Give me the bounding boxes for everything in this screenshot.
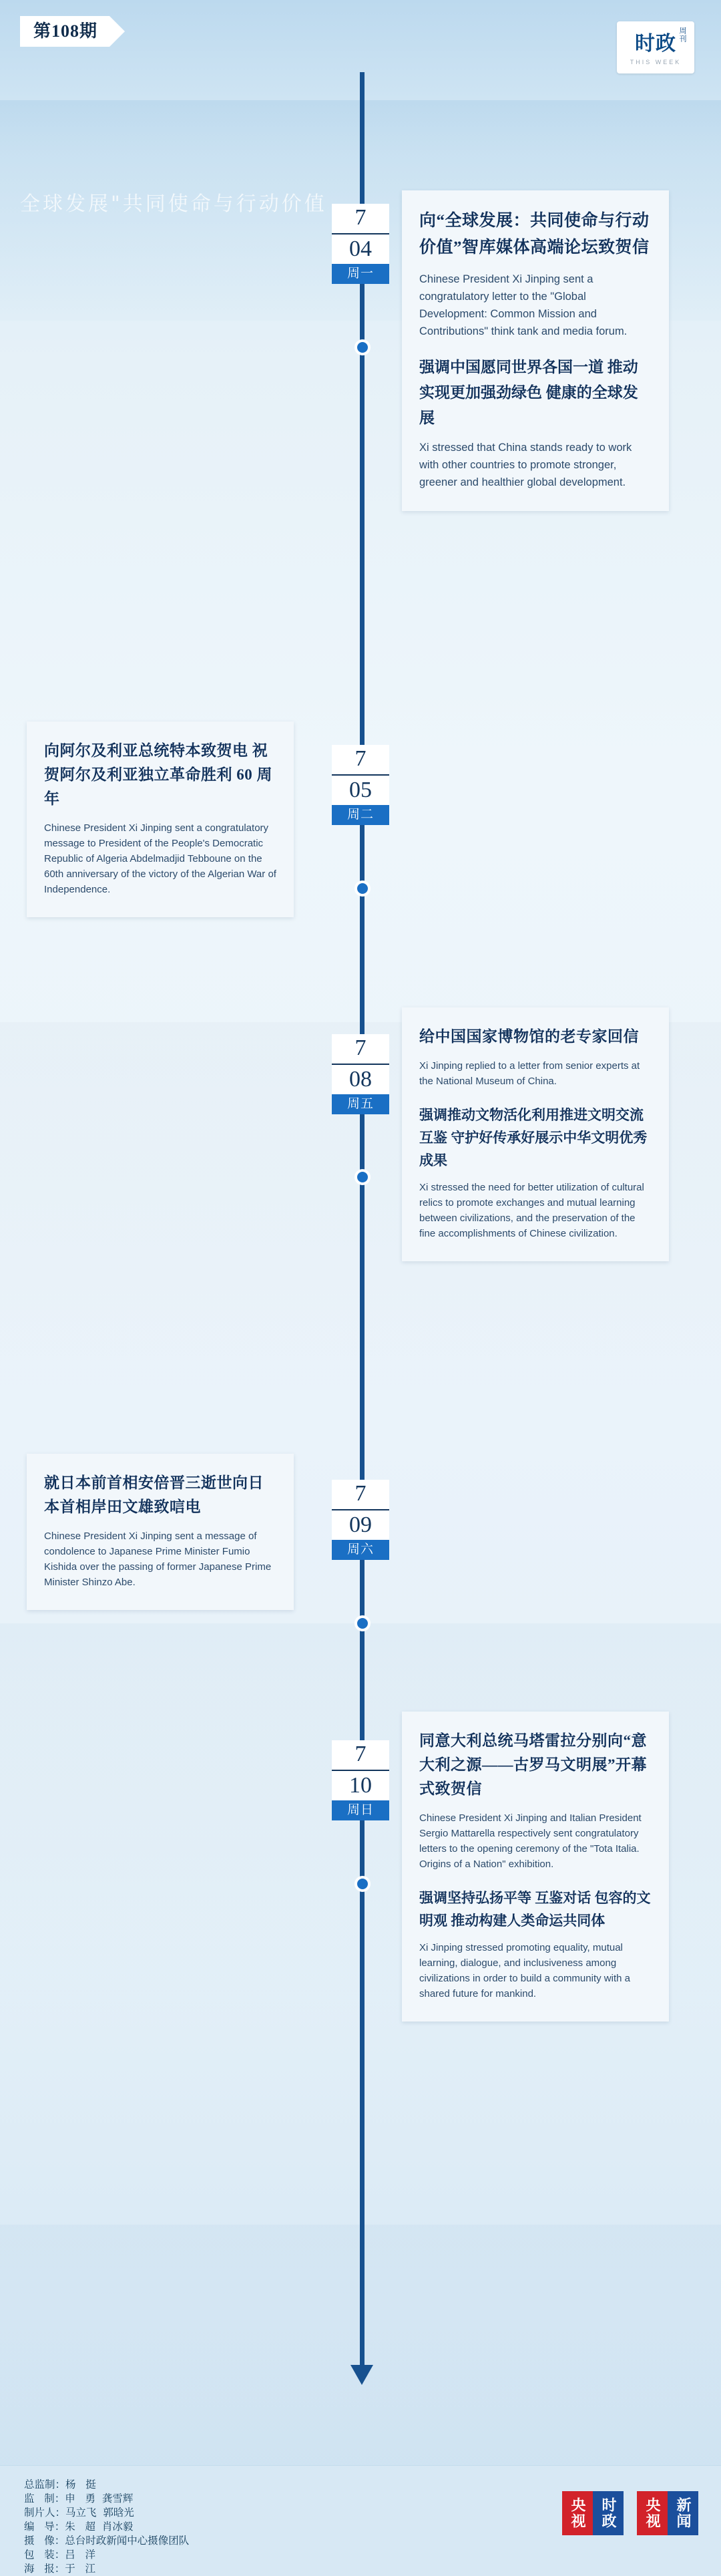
event-subtitle-en: Xi stressed that China stands ready to work with other countries to promote stronger, greener and healthier global development. (419, 442, 632, 488)
date-month: 7 (332, 1034, 389, 1065)
event-title-zh: 向“全球发展：共同使命与行动价值”智库媒体高端论坛致贺信 (419, 212, 650, 257)
date-weekday: 周六 (332, 1540, 389, 1560)
logo-side-text: 周刊 (678, 27, 686, 43)
date-day: 04 (332, 234, 389, 264)
event-card (27, 721, 294, 917)
brand-stamps (562, 2491, 698, 2535)
timeline-arrow-icon (350, 2365, 373, 2385)
credit-line: 总监制：杨 挺 (24, 2478, 96, 2490)
event-title-en: Chinese President Xi Jinping sent a message of condolence to Japanese Prime Minister Fumio Kishida over the passing of former Japanese Prime Minister Shinzo Abe. (44, 1531, 272, 1588)
stamp-part-1: 央视 (637, 2491, 668, 2535)
date-month: 7 (332, 745, 389, 776)
date-marker (332, 1740, 389, 1820)
timeline-dot (354, 1615, 371, 1631)
timeline-dot (354, 1876, 371, 1892)
timeline-dot (354, 339, 371, 355)
event-title-zh: 就日本前首相安倍晋三逝世向日本首相岸田文雄致唁电 (44, 1474, 264, 1515)
credit-line: 海 报：于 江 (24, 2563, 96, 2575)
date-weekday: 周二 (332, 805, 389, 825)
credit-line: 监 制：申 勇 龚雪辉 (24, 2492, 134, 2505)
event-subtitle-zh: 强调推动文物活化利用推进文明交流互鉴 守护好传承好展示中华文明优秀成果 (419, 1107, 648, 1168)
stamp-cctv-xinwen (637, 2491, 698, 2535)
event-title-zh: 给中国国家博物馆的老专家回信 (419, 1028, 639, 1045)
credit-line: 编 导：朱 超 肖冰毅 (24, 2521, 134, 2533)
date-day: 09 (332, 1510, 389, 1540)
event-card (27, 1454, 294, 1610)
event-subtitle-zh: 强调坚持弘扬平等 互鉴对话 包容的文明观 推动构建人类命运共同体 (419, 1890, 651, 1929)
logo-main-text: 时政 (635, 33, 676, 55)
date-day: 05 (332, 776, 389, 805)
date-marker (332, 745, 389, 825)
date-month: 7 (332, 1740, 389, 1771)
event-subtitle-zh: 强调中国愿同世界各国一道 推动实现更加强劲绿色 健康的全球发展 (419, 359, 638, 426)
event-title-zh: 同意大利总统马塔雷拉分别向“意大利之源——古罗马文明展”开幕式致贺信 (419, 1732, 647, 1797)
event-card (402, 190, 669, 511)
timeline-dot (354, 880, 371, 897)
date-weekday: 周日 (332, 1800, 389, 1820)
event-subtitle-en: Xi Jinping stressed promoting equality, mutual learning, dialogue, and inclusiveness among civilizations in order to build a community with a shared future for mankind. (419, 1942, 630, 1999)
date-month: 7 (332, 1480, 389, 1510)
program-logo (617, 21, 694, 73)
issue-badge: 第108期 (20, 16, 109, 47)
credit-line: 包 装：吕 洋 (24, 2549, 96, 2561)
credit-line: 摄 像：总台时政新闻中心摄像团队 (24, 2535, 190, 2547)
timeline-dot (354, 1169, 371, 1185)
date-weekday: 周五 (332, 1094, 389, 1114)
date-day: 10 (332, 1771, 389, 1800)
stamp-part-2: 时政 (593, 2491, 624, 2535)
event-title-en: Chinese President Xi Jinping sent a congratulatory letter to the "Global Development: Common Mission and Contributions" think tank and media forum. (419, 273, 628, 337)
footer (0, 2465, 721, 2576)
event-card (402, 1712, 669, 2022)
date-month: 7 (332, 204, 389, 234)
logo-sub-text: THIS WEEK (630, 59, 682, 65)
timeline-spine (360, 72, 365, 2370)
date-marker (332, 1480, 389, 1560)
event-title-en: Chinese President Xi Jinping sent a congratulatory message to President of the People's Democratic Republic of Algeria Abdelmadjid Tebboune on the 60th anniversary of the victory of the Algerian War of Independence. (44, 822, 276, 895)
stamp-part-2: 新闻 (668, 2491, 698, 2535)
event-title-zh: 向阿尔及利亚总统特本致贺电 祝贺阿尔及利亚独立革命胜利 60 周年 (44, 742, 272, 807)
event-card (402, 1007, 669, 1261)
event-title-en: Chinese President Xi Jinping and Italian President Sergio Mattarella respectively sent congratulatory letters to the opening ceremony of the "Tota Italia. Origins of a Nation" exhibition. (419, 1812, 642, 1870)
event-title-en: Xi Jinping replied to a letter from senior experts at the National Museum of China. (419, 1060, 640, 1087)
date-day: 08 (332, 1065, 389, 1094)
date-marker (332, 204, 389, 284)
background-ghost-text: 全球发展"共同使命与行动价值 (20, 192, 327, 216)
stamp-cctv-shizheng (562, 2491, 624, 2535)
stamp-part-1: 央视 (562, 2491, 593, 2535)
date-marker (332, 1034, 389, 1114)
event-subtitle-en: Xi stressed the need for better utilization of cultural relics to promote exchanges and mutual learning between civilizations, and the preservation of the fine accomplishments of Chinese civilization. (419, 1182, 644, 1239)
credit-line: 制片人：马立飞 郭晗光 (24, 2507, 134, 2519)
date-weekday: 周一 (332, 264, 389, 284)
credits-block (24, 2478, 189, 2576)
